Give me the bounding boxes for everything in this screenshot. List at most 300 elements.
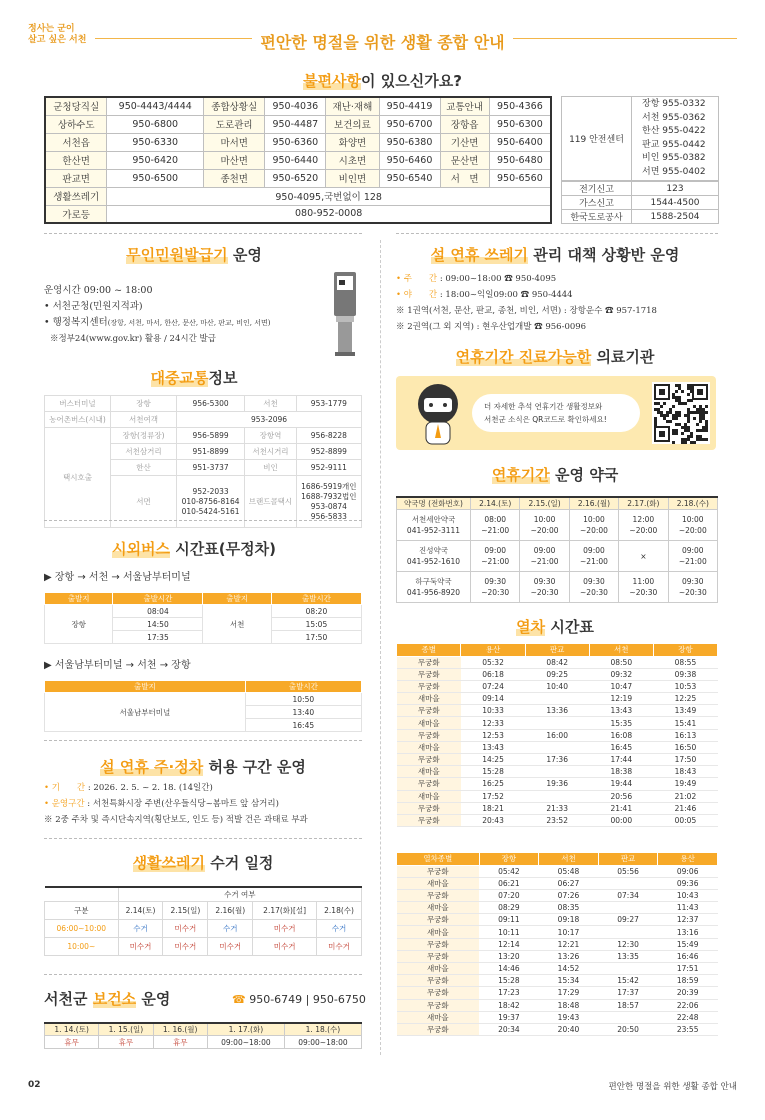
train-time: 20:40 (539, 1023, 599, 1035)
qr-module (702, 411, 705, 414)
train-time: 15:28 (461, 766, 525, 778)
train-time: 05:48 (539, 865, 599, 877)
label-cell: 서 면 (440, 169, 489, 187)
qr-module (702, 426, 705, 429)
label-cell: 시초면 (326, 151, 379, 169)
train-type: 무궁화 (397, 656, 461, 668)
cell: 953-2096 (177, 412, 362, 428)
garbage-title: 생활쓰레기 수거 일정 (132, 854, 274, 872)
table-row (397, 853, 718, 866)
qr-module (687, 387, 690, 390)
pharm-line: 서천세안약국 (411, 515, 456, 524)
garbage-top: 수거 여부 (118, 887, 361, 901)
qr-module (687, 408, 690, 411)
qr-module (666, 420, 669, 423)
table-row (397, 497, 718, 510)
cell: 장항 (111, 396, 177, 412)
train-time (525, 693, 589, 705)
table-row (562, 196, 719, 210)
train-type: 무궁화 (397, 668, 461, 680)
table-row (397, 668, 718, 680)
qr-module (663, 414, 666, 417)
pharm-table-wrap (396, 496, 718, 603)
qr-module (699, 420, 702, 423)
qr-module (684, 441, 687, 444)
qr-module (678, 396, 681, 399)
table-row (45, 919, 362, 937)
qr-module (684, 402, 687, 405)
qr-module (675, 432, 678, 435)
qr-module (681, 438, 684, 441)
phone-cell: 950-6440 (265, 151, 326, 169)
cell: 농어촌버스(시내) (45, 412, 111, 428)
phone-cell: 950-6330 (107, 133, 204, 151)
table-row (397, 717, 718, 729)
pharm-line: ~20:00 (629, 526, 658, 535)
label-cell: 한국도로공사 (562, 210, 632, 224)
train-time: 06:18 (461, 668, 525, 680)
medical-title: 연휴기간 진료가능한 의료기관 (455, 348, 655, 366)
pharm-line: 12:00 (632, 515, 655, 524)
pharm-cell (397, 541, 471, 572)
train-time: 08:35 (539, 902, 599, 914)
transit-title: 대중교통정보 (150, 369, 238, 387)
kiosk-loc1: • 서천군청(민원지적과) (44, 301, 143, 312)
label-cell: 교통안내 (440, 97, 489, 115)
pharm-line: 10:00 (583, 515, 605, 524)
cell: 서천 (245, 396, 297, 412)
phone-cell: 950-4419 (379, 97, 440, 115)
train-time: 08:55 (653, 656, 717, 668)
cbus-title: 시외버스 시간표(무정차) (112, 540, 276, 558)
pharm-header: 2.17.(화) (619, 497, 668, 510)
table-row (45, 133, 551, 151)
train-time (598, 877, 658, 889)
cell: 브랜드콜택시 (245, 476, 297, 528)
train-time: 09:18 (539, 914, 599, 926)
pharm-line: ~21:00 (678, 557, 707, 566)
train-time: 17:44 (589, 754, 653, 766)
train-time: 14:25 (461, 754, 525, 766)
train-time: 17:51 (658, 963, 718, 975)
train-time: 22:48 (658, 1011, 718, 1023)
pharm-cell (619, 541, 668, 572)
train-time: 13:16 (658, 926, 718, 938)
c119-wrap (561, 96, 719, 224)
pharm-table (396, 496, 718, 603)
train-time: 12:25 (653, 693, 717, 705)
qr-module (687, 393, 690, 396)
phone-cell: 950-6540 (379, 169, 440, 187)
train-time: 11:43 (658, 902, 718, 914)
pharm-header: 2.15.(일) (520, 497, 569, 510)
train-time: 18:21 (461, 802, 525, 814)
qr-module (657, 408, 660, 411)
cell: 버스터미널 (45, 396, 111, 412)
train-time: 16:08 (589, 729, 653, 741)
pharm-line: ~20:30 (629, 588, 658, 597)
light-label: 가로등 (45, 205, 107, 223)
train-table2-wrap (396, 852, 718, 1036)
table-row (397, 963, 718, 975)
train-time: 13:43 (461, 741, 525, 753)
train-type: 무궁화 (397, 999, 480, 1011)
qr-module (684, 438, 687, 441)
bubble-line2: 서천군 소식은 QR코드로 확인하세요! (484, 415, 607, 424)
qr-module (672, 429, 675, 432)
cell: 서천여객 (111, 412, 177, 428)
train-time: 19:37 (479, 1011, 539, 1023)
qr-module (687, 420, 690, 423)
health-phone: ☎ 950-6749 | 950-6750 (232, 993, 366, 1006)
qr-module (660, 414, 663, 417)
cell: 956-5300 (177, 396, 245, 412)
train-type: 무궁화 (397, 814, 461, 826)
cbus-table1-wrap (44, 592, 362, 644)
pharm-line: 진성약국 (419, 546, 448, 555)
train-time (598, 963, 658, 975)
phone-cell: 950-6420 (107, 151, 204, 169)
table-row (45, 151, 551, 169)
table-row (397, 693, 718, 705)
pharm-cell (668, 572, 717, 603)
train-type: 새마을 (397, 717, 461, 729)
garbage-cell: 미수거 (253, 937, 317, 955)
divider (44, 233, 362, 234)
label-cell: 비인면 (326, 169, 379, 187)
garbage-cell: 06:00~10:00 (45, 919, 119, 937)
phone-cell: 950-4487 (265, 115, 326, 133)
train-header: 판교 (525, 644, 589, 657)
train-time: 09:32 (589, 668, 653, 680)
pharm-cell (397, 572, 471, 603)
cell: 951-8899 (177, 444, 245, 460)
pharm-line: ~20:00 (530, 526, 559, 535)
qr-module (654, 423, 657, 426)
train-time: 20:34 (479, 1023, 539, 1035)
garbage-cell: 미수거 (253, 919, 317, 937)
c119-list (632, 97, 719, 181)
train-time: 10:47 (589, 680, 653, 692)
phone-cell: 950-6560 (489, 169, 551, 187)
label-cell: 종천면 (204, 169, 265, 187)
divider (44, 740, 362, 741)
cbus-table1: 출발지 출발시간 출발지 출발시간 장항 08:04 서천 08:20 14:50 15:05 17:35 17:50 (44, 592, 362, 644)
cbus-table2-wrap (44, 680, 362, 732)
qr-module (675, 429, 678, 432)
pharm-line: ~20:00 (678, 526, 707, 535)
qr-module (678, 423, 681, 426)
qr-module (659, 431, 665, 437)
qr-module (657, 402, 660, 405)
train-time: 15:41 (653, 717, 717, 729)
train-time: 09:14 (461, 693, 525, 705)
label-cell: 마서면 (204, 133, 265, 151)
qr-module (663, 402, 666, 405)
seomyeon-nums: 952-2033 010-8756-8164 010-5424-5161 (177, 476, 245, 528)
train-time: 20:39 (658, 987, 718, 999)
logo-line2: 살고 싶은 서천 (28, 35, 87, 45)
light-value: 080-952-0008 (107, 205, 551, 223)
qr-module (687, 411, 690, 414)
garbage-table-wrap (44, 886, 362, 956)
label-cell: 한산면 (45, 151, 107, 169)
qr-module (687, 438, 690, 441)
other-table (561, 181, 719, 224)
qr-module (666, 411, 669, 414)
c119-item: 한산 955-0422 (642, 126, 706, 136)
label-cell: 재난·재해 (326, 97, 379, 115)
train-time: 12:30 (598, 938, 658, 950)
train-time: 15:35 (589, 717, 653, 729)
train-time: 16:46 (658, 950, 718, 962)
pharm-cell (668, 510, 717, 541)
qr-module (696, 408, 699, 411)
train-time: 19:49 (653, 778, 717, 790)
qr-module (663, 417, 666, 420)
garbage-header: 2.15(일) (163, 901, 208, 919)
train-type: 무궁화 (397, 680, 461, 692)
table-row (45, 901, 362, 919)
train-time: 18:59 (658, 975, 718, 987)
qr-module (684, 414, 687, 417)
qr-module (672, 432, 675, 435)
train-time: 18:42 (479, 999, 539, 1011)
label-cell: 화양면 (326, 133, 379, 151)
qr-module (690, 390, 693, 393)
qr-module (675, 414, 678, 417)
table-row (397, 790, 718, 802)
train-title: 열차 시간표 (516, 618, 594, 636)
cell: 한산 (111, 460, 177, 476)
train-type: 무궁화 (397, 950, 480, 962)
qr-module (705, 438, 708, 441)
train-time: 21:41 (589, 802, 653, 814)
train-time: 16:50 (653, 741, 717, 753)
parking-text (44, 780, 374, 828)
parking-title: 설 연휴 주·정차 허용 구간 운영 (100, 758, 306, 776)
qr-module (675, 417, 678, 420)
qr-module (702, 408, 705, 411)
garbage-cell: 수거 (118, 919, 163, 937)
pharm-line: ~21:00 (580, 557, 608, 566)
train-type: 무궁화 (397, 778, 461, 790)
label-cell: 보건의료 (326, 115, 379, 133)
train-time: 18:57 (598, 999, 658, 1011)
train-time: 12:53 (461, 729, 525, 741)
table-row (45, 97, 551, 115)
qr-module (702, 414, 705, 417)
qr-module (660, 405, 663, 408)
train-time: 14:46 (479, 963, 539, 975)
cleanup-day: • 주 간 : 09:00~18:00 ☎ 950-4095 (396, 274, 557, 284)
qr-module (705, 426, 708, 429)
transit-table (44, 395, 362, 528)
inconv-table-wrap (44, 96, 552, 224)
train-header: 장항 (479, 853, 539, 866)
pharm-line: 09:30 (533, 577, 556, 586)
qr-module (684, 429, 687, 432)
train-time: 18:48 (539, 999, 599, 1011)
qr-module (690, 432, 693, 435)
inconv-table (44, 96, 552, 224)
table-row (397, 656, 718, 668)
train-time: 16:45 (589, 741, 653, 753)
qr-module (687, 399, 690, 402)
train-time: 18:38 (589, 766, 653, 778)
table-row (397, 975, 718, 987)
qr-module (702, 417, 705, 420)
qr-module (699, 417, 702, 420)
qr-module (696, 435, 699, 438)
qr-module (672, 441, 675, 444)
health-title: 서천군 보건소 운영 (44, 990, 171, 1008)
table-row (397, 914, 718, 926)
pharm-line: 09:30 (681, 577, 704, 586)
label-cell: 마산면 (204, 151, 265, 169)
train-type: 무궁화 (397, 705, 461, 717)
divider (44, 520, 362, 521)
train-time: 10:40 (525, 680, 589, 692)
train-time: 05:56 (598, 865, 658, 877)
train-time: 07:24 (461, 680, 525, 692)
page-number: 02 (28, 1080, 41, 1090)
cleanup-zone1: ※ 1권역(서천, 문산, 판교, 종천, 비인, 서면) : 장항운수 ☎ 957-1718 (396, 306, 657, 316)
table-row (397, 510, 718, 541)
qr-module (654, 417, 657, 420)
train-time: 10:11 (479, 926, 539, 938)
phone-cell: 950-6800 (107, 115, 204, 133)
pharm-line: ~21:00 (481, 526, 510, 535)
train-time: 08:50 (589, 656, 653, 668)
phone-cell: 950-4036 (265, 97, 326, 115)
qr-code[interactable] (652, 382, 710, 444)
pharm-line: ~20:30 (678, 588, 707, 597)
train-type: 새마을 (397, 902, 480, 914)
train-time: 06:21 (479, 877, 539, 889)
train-time (598, 926, 658, 938)
cbus-route2: ▶ 서울남부터미널 → 서천 → 장항 (44, 660, 191, 671)
qr-module (678, 402, 681, 405)
train-time: 12:33 (461, 717, 525, 729)
phone-cell: 950-6400 (489, 133, 551, 151)
garbage-header: 구분 (45, 901, 119, 919)
qr-module (666, 414, 669, 417)
pharm-line: 041-952-3111 (406, 526, 461, 535)
pharm-title: 연휴기간 운영 약국 (491, 466, 619, 484)
qr-module (675, 399, 678, 402)
train-time: 13:36 (525, 705, 589, 717)
train-header: 장항 (653, 644, 717, 657)
qr-module (699, 414, 702, 417)
pharm-line: 10:00 (533, 515, 556, 524)
cleanup-zone2: ※ 2권역(그 외 지역) : 현우산업개발 ☎ 956-0096 (396, 322, 587, 332)
parking-period: • 기 간 : 2026. 2. 5. ~ 2. 18. (14일간) (44, 783, 213, 793)
train-time (525, 766, 589, 778)
train-time: 21:33 (525, 802, 589, 814)
qr-module (699, 438, 702, 441)
logo-line1: 정사는 군이 (28, 24, 75, 34)
qr-module (678, 384, 681, 387)
train-time (598, 902, 658, 914)
kiosk-note: ※정부24(www.gov.kr) 활용 / 24시간 발급 (50, 334, 216, 344)
train-time: 13:26 (539, 950, 599, 962)
train-time: 20:43 (461, 814, 525, 826)
train-time: 08:29 (479, 902, 539, 914)
table-row (397, 1011, 718, 1023)
pharm-cell (619, 572, 668, 603)
train-time: 00:05 (653, 814, 717, 826)
table-row (397, 766, 718, 778)
train-type: 무궁화 (397, 1023, 480, 1035)
cell: 953-1779 (296, 396, 361, 412)
phone-cell: 950-6460 (379, 151, 440, 169)
phone-icon: ☎ (232, 993, 246, 1006)
qr-module (687, 384, 690, 387)
pharm-line: 09:30 (583, 577, 605, 586)
train-table1-wrap (396, 643, 718, 827)
train-type: 새마을 (397, 766, 461, 778)
qr-module (705, 423, 708, 426)
train-time: 23:55 (658, 1023, 718, 1035)
cleanup-title: 설 연휴 쓰레기 관리 대책 상황반 운영 (430, 246, 680, 264)
train-time: 20:50 (598, 1023, 658, 1035)
qr-module (696, 438, 699, 441)
train-time: 12:21 (539, 938, 599, 950)
qr-module (684, 426, 687, 429)
train-table-down (396, 852, 718, 1036)
qr-module (681, 441, 684, 444)
train-time: 08:42 (525, 656, 589, 668)
train-time: 17:23 (479, 987, 539, 999)
train-header: 서천 (589, 644, 653, 657)
c119-item: 비인 955-0382 (642, 153, 706, 163)
table-row (397, 778, 718, 790)
table-row (45, 887, 362, 901)
cleanup-night: • 야 간 : 18:00~익일09:00 ☎ 950-4444 (396, 290, 573, 300)
pharm-line: × (640, 551, 647, 561)
train-time: 17:37 (598, 987, 658, 999)
train-time: 16:25 (461, 778, 525, 790)
train-type: 무궁화 (397, 914, 480, 926)
qr-module (659, 389, 665, 395)
qr-module (687, 435, 690, 438)
kiosk-title: 무인민원발급기 운영 (126, 246, 262, 264)
train-header: 용산 (658, 853, 718, 866)
label-cell: 상하수도 (45, 115, 107, 133)
table-row (45, 937, 362, 955)
table-row (397, 938, 718, 950)
phone-cell: 950-6500 (107, 169, 204, 187)
pharm-line: ~20:30 (580, 588, 608, 597)
train-type: 무궁화 (397, 865, 480, 877)
label-cell: 군청당직실 (45, 97, 107, 115)
qr-module (675, 411, 678, 414)
phone-cell: 950-6360 (265, 133, 326, 151)
c119-table (561, 96, 719, 181)
blank-cell (45, 887, 119, 901)
parking-area: • 운영구간 : 서천특화시장 주변(산우들식당~봄마트 앞 삼거리) (44, 799, 279, 809)
train-type: 무궁화 (397, 938, 480, 950)
pharm-cell (668, 541, 717, 572)
train-time: 21:02 (653, 790, 717, 802)
train-time: 15:28 (479, 975, 539, 987)
divider (396, 233, 718, 234)
health-table-wrap (44, 1022, 362, 1049)
pharm-cell (569, 510, 618, 541)
qr-module (690, 384, 693, 387)
garbage-cell: 수거 (208, 919, 253, 937)
